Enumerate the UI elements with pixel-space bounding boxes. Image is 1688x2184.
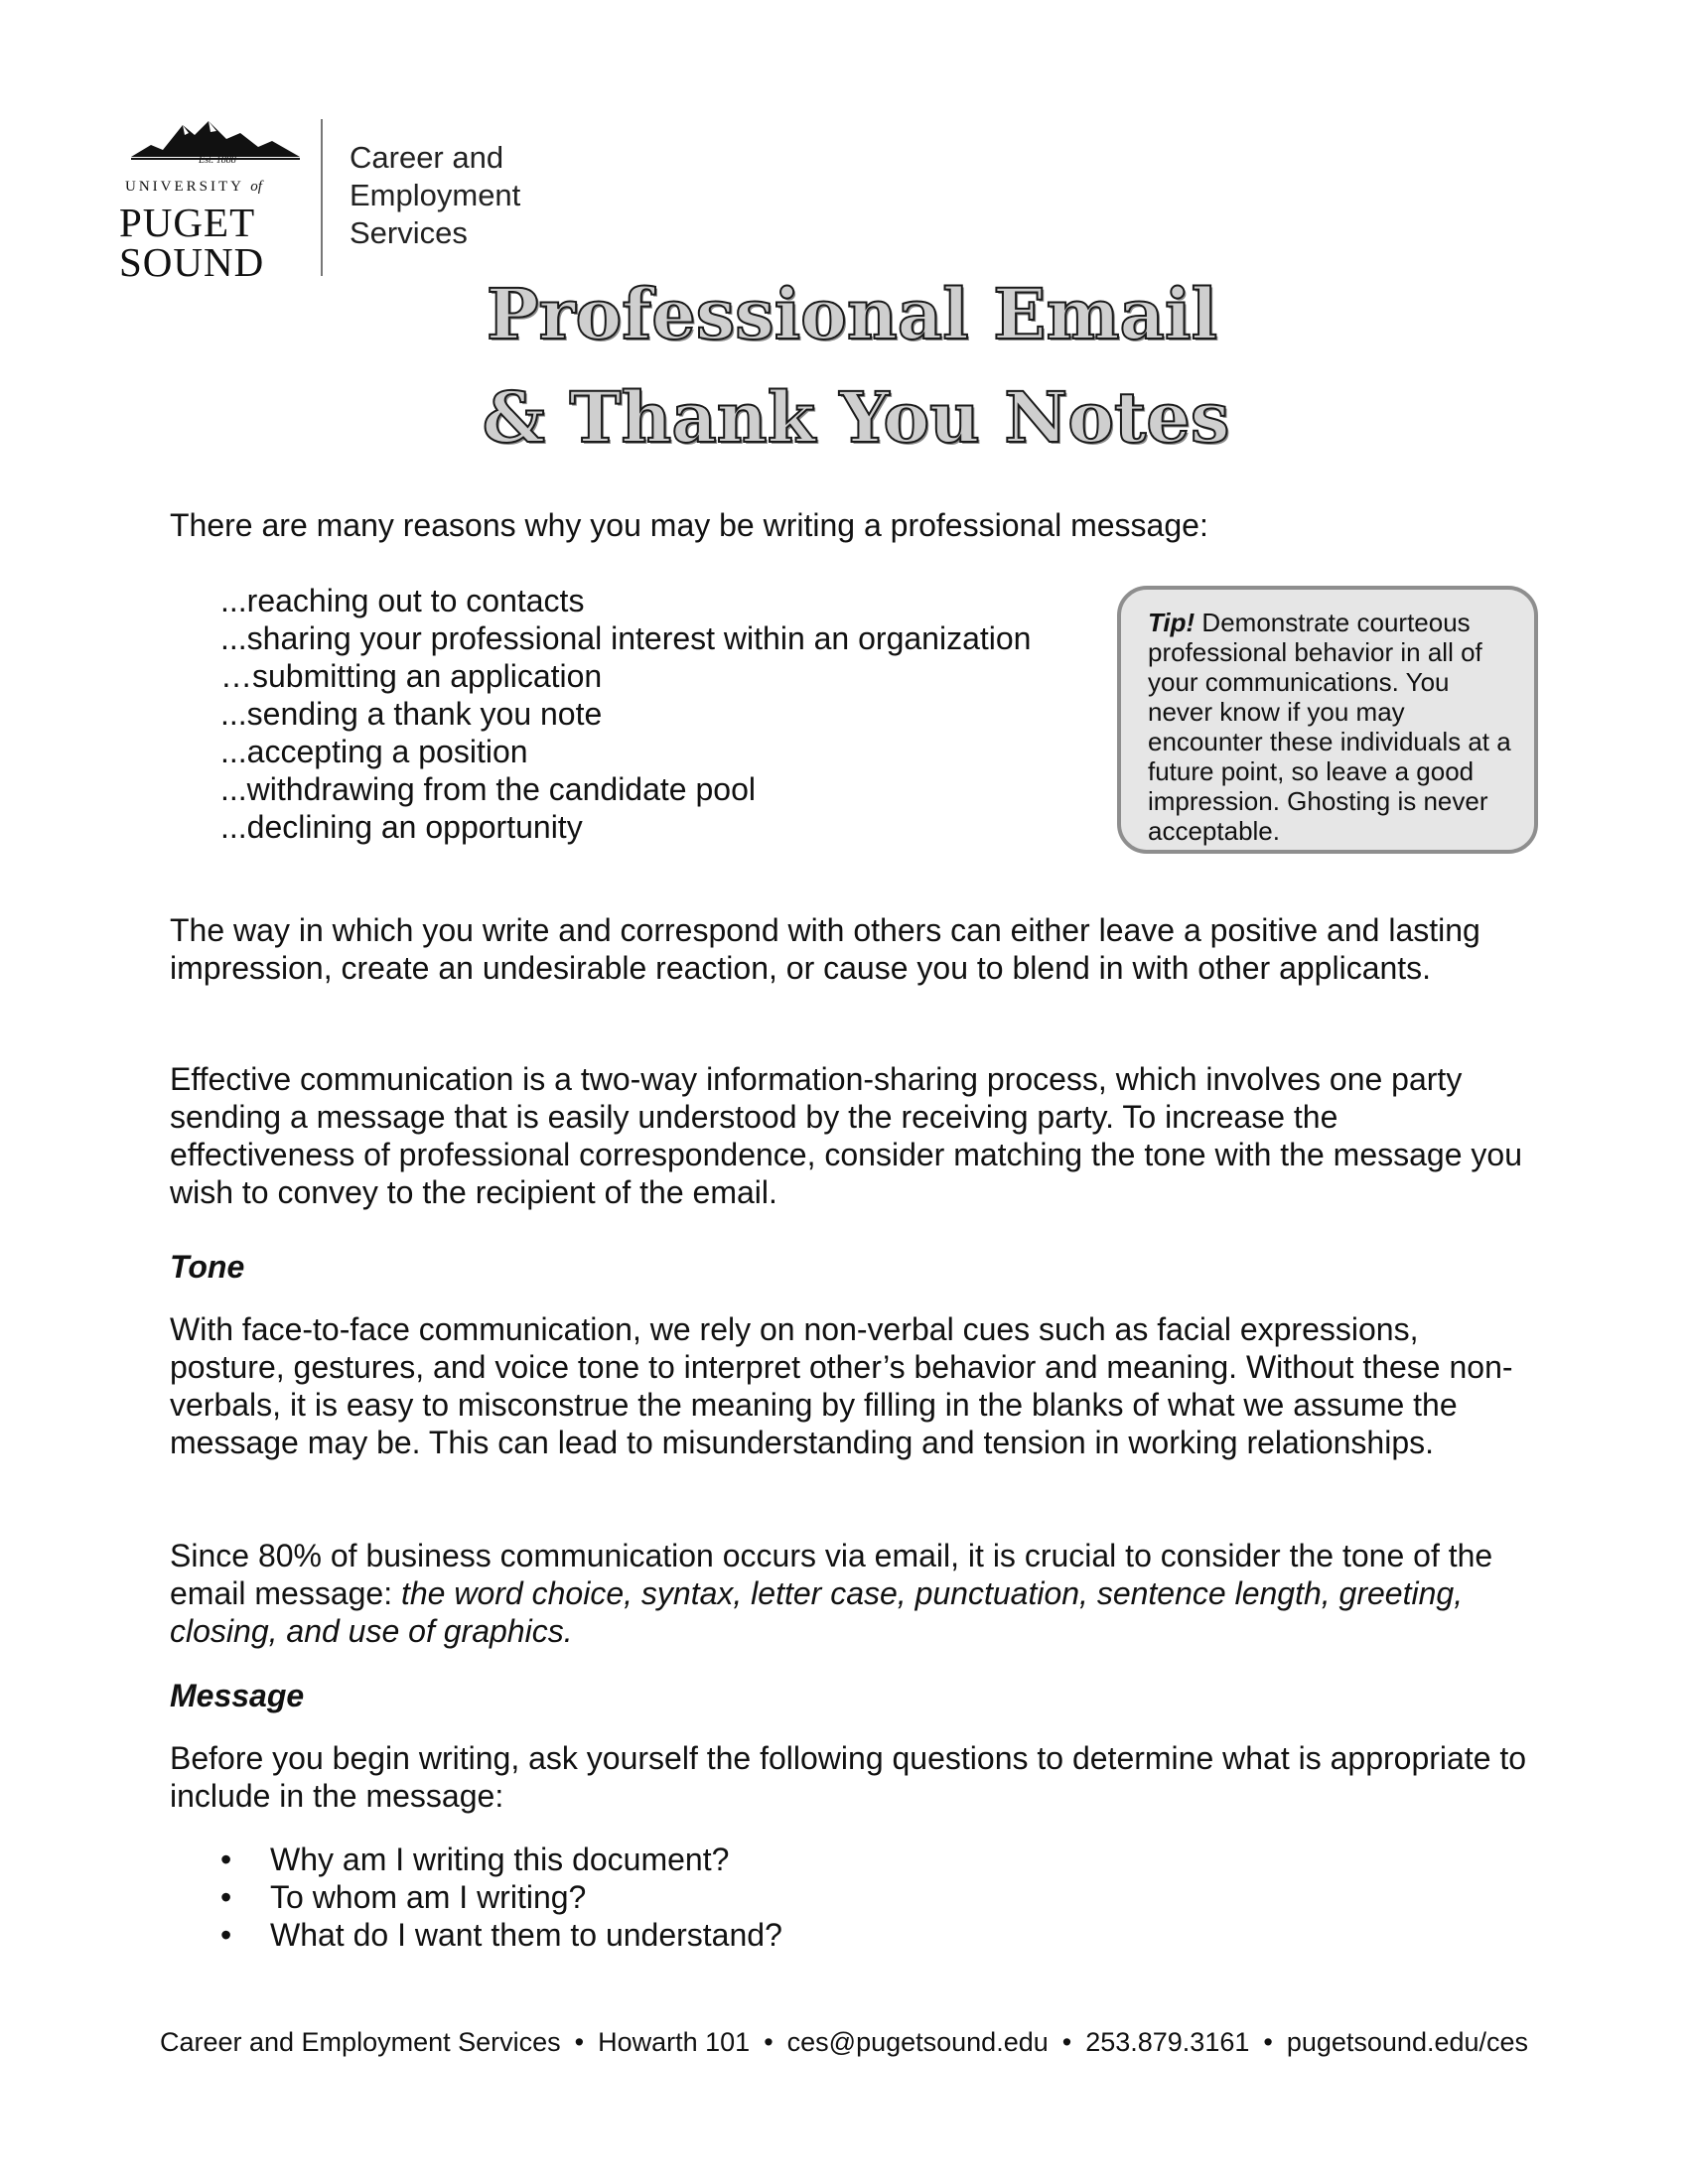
footer-web-link[interactable]: pugetsound.edu/ces [1286, 2027, 1529, 2057]
department-name [350, 139, 520, 252]
list-item-text: What do I want them to understand? [270, 1917, 782, 1953]
list-item: ...accepting a position [220, 734, 528, 769]
paragraph: The way in which you write and correspond with others can either leave a positive and lasting impression, create an undesirable reaction, or cause you to blend in with other applicants. [170, 912, 1480, 986]
footer-separator: • [574, 2027, 585, 2057]
department-line: Services [350, 215, 468, 250]
logo-of: of [250, 179, 262, 195]
list-item [220, 1916, 782, 1954]
paragraph-text: Since 80% of business communication occurs via email, it is crucial to consider the tone of the email message: [170, 1538, 1493, 1611]
bullet-icon: • [220, 1842, 232, 1877]
footer-phone: 253.879.3161 [1085, 2027, 1250, 2057]
list-item: ...withdrawing from the candidate pool [220, 771, 756, 807]
logo-est: Est. 1888 [199, 155, 236, 166]
reasons-list [220, 582, 1031, 846]
section-heading-message: Message [170, 1678, 305, 1713]
paragraph: Effective communication is a two-way information-sharing process, which involves one party sending a message that is easily understood by the receiving party. To increase the effectiveness of professional correspondence, consider matching the tone with the message you wish to convey to the recipient of the email. [170, 1061, 1522, 1210]
paragraph: Before you begin writing, ask yourself the following questions to determine what is appropriate to include in the message: [170, 1740, 1527, 1814]
list-item-text: To whom am I writing? [270, 1879, 587, 1915]
footer-separator: • [1061, 2027, 1072, 2057]
tip-box [1117, 586, 1538, 854]
logo-sound: SOUND [119, 239, 265, 285]
bullet-icon: • [220, 1879, 232, 1915]
footer-separator: • [1263, 2027, 1273, 2057]
footer [0, 2027, 1688, 2058]
university-logo [119, 117, 338, 286]
list-item: ...sending a thank you note [220, 696, 603, 732]
department-line: Career and [350, 140, 504, 175]
footer-office: Career and Employment Services [159, 2027, 561, 2057]
tip-label: Tip! [1148, 608, 1196, 637]
bullet-icon: • [220, 1917, 232, 1953]
list-item-text: Why am I writing this document? [270, 1842, 730, 1877]
list-item: ...sharing your professional interest within an organization [220, 620, 1032, 656]
paragraph: With face-to-face communication, we rely on non-verbal cues such as facial expressions, posture, gestures, and voice tone to interpret other’s behavior and meaning. Without these non-verbals, it is easy to misconstrue the meaning by filling in the blanks of what we assume the message may be. This can lead to misunderstanding and tension in working relationships. [170, 1311, 1513, 1460]
list-item [220, 1841, 782, 1878]
department-line: Employment [350, 178, 521, 212]
tip-text: Demonstrate courteous professional behavior in all of your communications. You never know if you may encounter these individuals at a future point, so leave a good impression. Ghosting is never acceptable. [1148, 608, 1511, 846]
footer-separator: • [764, 2027, 774, 2057]
list-item: …submitting an application [220, 658, 603, 694]
list-item [220, 1878, 782, 1916]
logo-divider [321, 119, 323, 276]
footer-location: Howarth 101 [598, 2027, 751, 2057]
logo-puget: PUGET [119, 200, 256, 245]
footer-email-link[interactable]: ces@pugetsound.edu [786, 2027, 1049, 2057]
logo-university-text: UNIVERSITY [125, 179, 244, 195]
section-heading-tone: Tone [170, 1249, 245, 1285]
paragraph-italic-text: the word choice, syntax, letter case, punctuation, sentence length, greeting, closing, and use of graphics. [170, 1575, 1464, 1649]
paragraph [170, 1537, 1530, 1650]
page-title-line-1: Professional Email [486, 273, 1218, 355]
questions-list [220, 1841, 782, 1954]
intro-text: There are many reasons why you may be writing a professional message: [170, 507, 1208, 543]
list-item: ...reaching out to contacts [220, 583, 585, 618]
page-title-line-2: & Thank You Notes [482, 376, 1230, 459]
list-item: ...declining an opportunity [220, 809, 583, 845]
logo-university [125, 179, 262, 196]
